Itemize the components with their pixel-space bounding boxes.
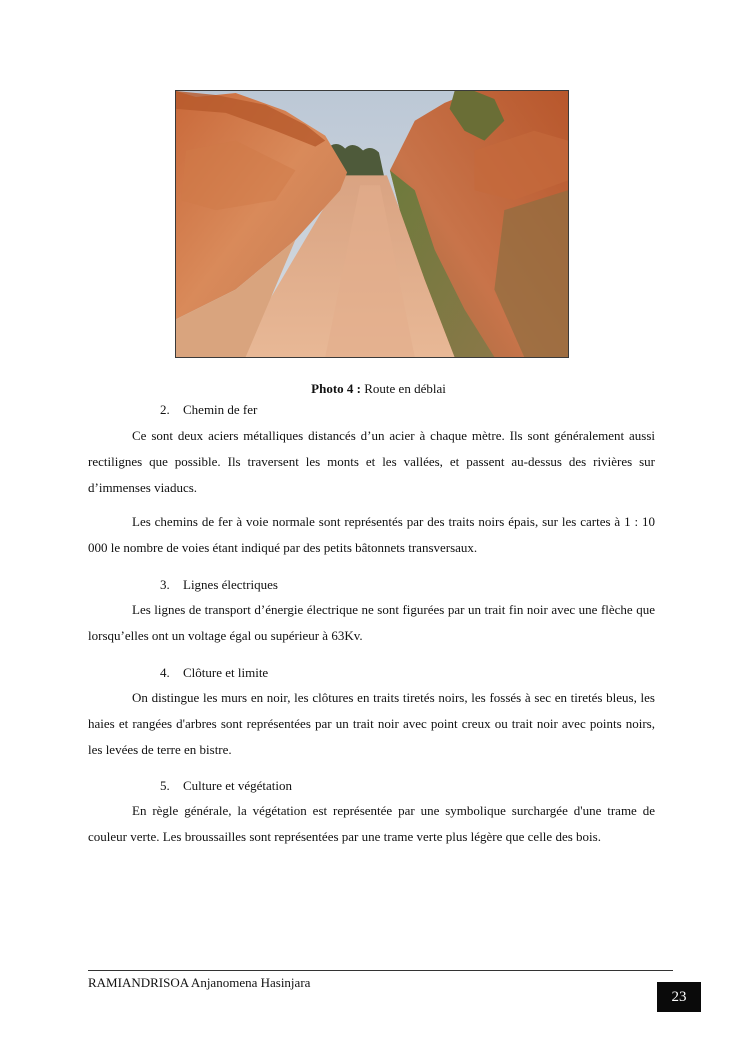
photo-caption-text: Route en déblai xyxy=(364,381,446,396)
section-number: 4. xyxy=(160,665,170,680)
photo-caption xyxy=(0,380,745,398)
section-heading-chemin-de-fer xyxy=(160,401,257,419)
paragraph: Les chemins de fer à voie normale sont représentés par des traits noirs épais, sur les cartes à 1 : 10 000 le nombre de voies étant indiqué par des petits bâtonnets transversaux. xyxy=(88,514,655,555)
road-cut-illustration xyxy=(176,91,568,357)
section-title: Chemin de fer xyxy=(183,402,258,417)
photo-caption-label: Photo 4 : xyxy=(311,381,361,396)
footer-author: RAMIANDRISOA Anjanomena Hasinjara xyxy=(88,975,311,990)
section-number: 5. xyxy=(160,778,170,793)
section-number: 2. xyxy=(160,402,170,417)
paragraph: Ce sont deux aciers métalliques distancés d’un acier à chaque mètre. Ils sont généralement aussi rectilignes que possible. Ils traversent les monts et les vallées, et passent au-dessus des rivières sur d’immenses viaducs. xyxy=(88,428,655,495)
section-title: Clôture et limite xyxy=(183,665,269,680)
section-heading-culture-et-vegetation xyxy=(160,777,292,795)
road-cut-photo xyxy=(175,90,569,358)
page-number: 23 xyxy=(657,982,701,1012)
footer-divider xyxy=(88,970,673,971)
section-title: Lignes électriques xyxy=(183,577,278,592)
section-number: 3. xyxy=(160,577,170,592)
section-title: Culture et végétation xyxy=(183,778,293,793)
section-heading-cloture-et-limite xyxy=(160,664,268,682)
section-heading-lignes-electriques xyxy=(160,576,278,594)
paragraph: En règle générale, la végétation est représentée par une symbolique surchargée d'une trame de couleur verte. Les broussailles sont représentées par une trame verte plus légère que celle des bois. xyxy=(88,803,655,844)
paragraph: On distingue les murs en noir, les clôtures en traits tiretés noirs, les fossés à sec en tiretés bleus, les haies et rangées d'arbres sont représentées par un trait noir avec point creux ou trait noir avec points noirs, les levées de terre en bistre. xyxy=(88,690,655,757)
paragraph: Les lignes de transport d’énergie électrique ne sont figurées par un trait fin noir avec une flèche que lorsqu’elles ont un voltage égal ou supérieur à 63Kv. xyxy=(88,602,655,643)
